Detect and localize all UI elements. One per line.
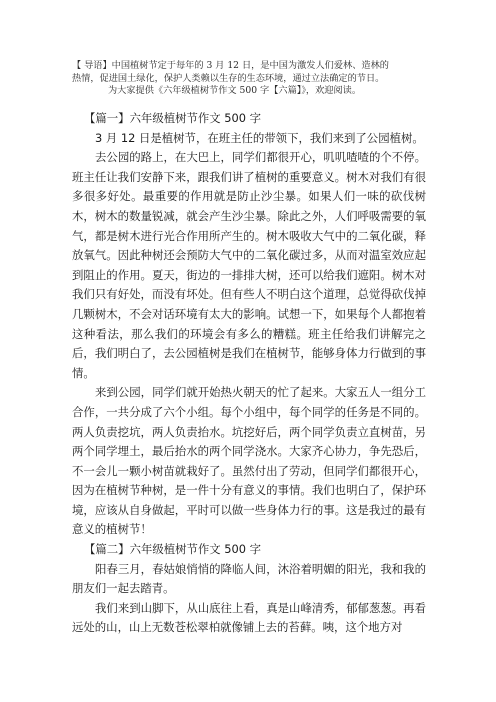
- guide-line: 【 导语】中国植树节定于每年的 3 月 12 日，是中国为激发人们爱林、造林的: [72, 60, 389, 71]
- paragraph: 阳春三月，春姑娘悄悄的降临人间，沐浴着明媚的阳光，我和我的朋友们一起去踏青。: [72, 561, 426, 596]
- intro-guide: [72, 60, 432, 98]
- guide-line: 为大家提供《六年级植树节作文 500 字【六篇】》，欢迎阅读。: [108, 85, 362, 97]
- article-body: [72, 109, 426, 638]
- paragraph: 3 月 12 日是植树节，在班主任的带领下，我们来到了公园植树。: [95, 130, 424, 145]
- article-2-title: 【篇二】六年级植树节作文 500 字: [84, 542, 262, 557]
- guide-line: 热情，促进国土绿化，保护人类赖以生存的生态环境，通过立法确定的节日。: [72, 72, 385, 84]
- article-1-title: 【篇一】六年级植树节作文 500 字: [84, 111, 262, 125]
- paragraph: 去公园的路上，在大巴上，同学们都很开心，叽叽喳喳的个不停。班主任让我们安静下来，跟我们讲了植树的重要意义。树木对我们有很多很多好处。最重要的作用就是防止沙尘暴。如果人们一味的砍伐树木，树木的数量锐减，就会产生沙尘暴。除此之外，人们呼吸需要的氧气，都是树木进行光合作用所产生的。树木吸收大气中的二氧化碳，释放氧气。因此种树还会预防大气中的二氧化碳过多，从而对温室效应起到阻止的作用。夏天，街边的一排排大树，还可以给我们遮阳。树木对我们只有好处，而没有坏处。但有些人不明白这个道理，总觉得砍伐掉几颗树木，不会对话环境有太大的影响。试想一下，如果每个人都抱着这种看法，那么我们的环境会有多么的糟糕。班主任给我们讲解完之后，我们明白了，去公园植树是我们在植树节，能够身体力行做到的事情。: [72, 150, 426, 380]
- paragraph: 来到公园，同学们就开始热火朝天的忙了起来。大家五人一组分工合作，一共分成了六个小组。每个小组中，每个同学的任务是不同的。两人负责挖坑，两人负责抬水。坑挖好后，两个同学负责立直树苗，另两个同学埋土，最后抬水的两个同学浇水。大家齐心协力，争先恐后，不一会儿一颗小树苗就栽好了。虽然付出了劳动，但同学们都很开心，因为在植树节种树，是一件十分有意义的事情。我们也明白了，保护环境，应该从自身做起，平时可以做一些身体力行的事。这是我过的最有意义的植树节！: [72, 385, 426, 537]
- paragraph: 我们来到山脚下，从山底往上看，真是山峰清秀，郁郁葱葱。再看远处的山，山上无数苍松翠柏就像铺上去的苔藓。咦，这个地方对: [72, 600, 426, 635]
